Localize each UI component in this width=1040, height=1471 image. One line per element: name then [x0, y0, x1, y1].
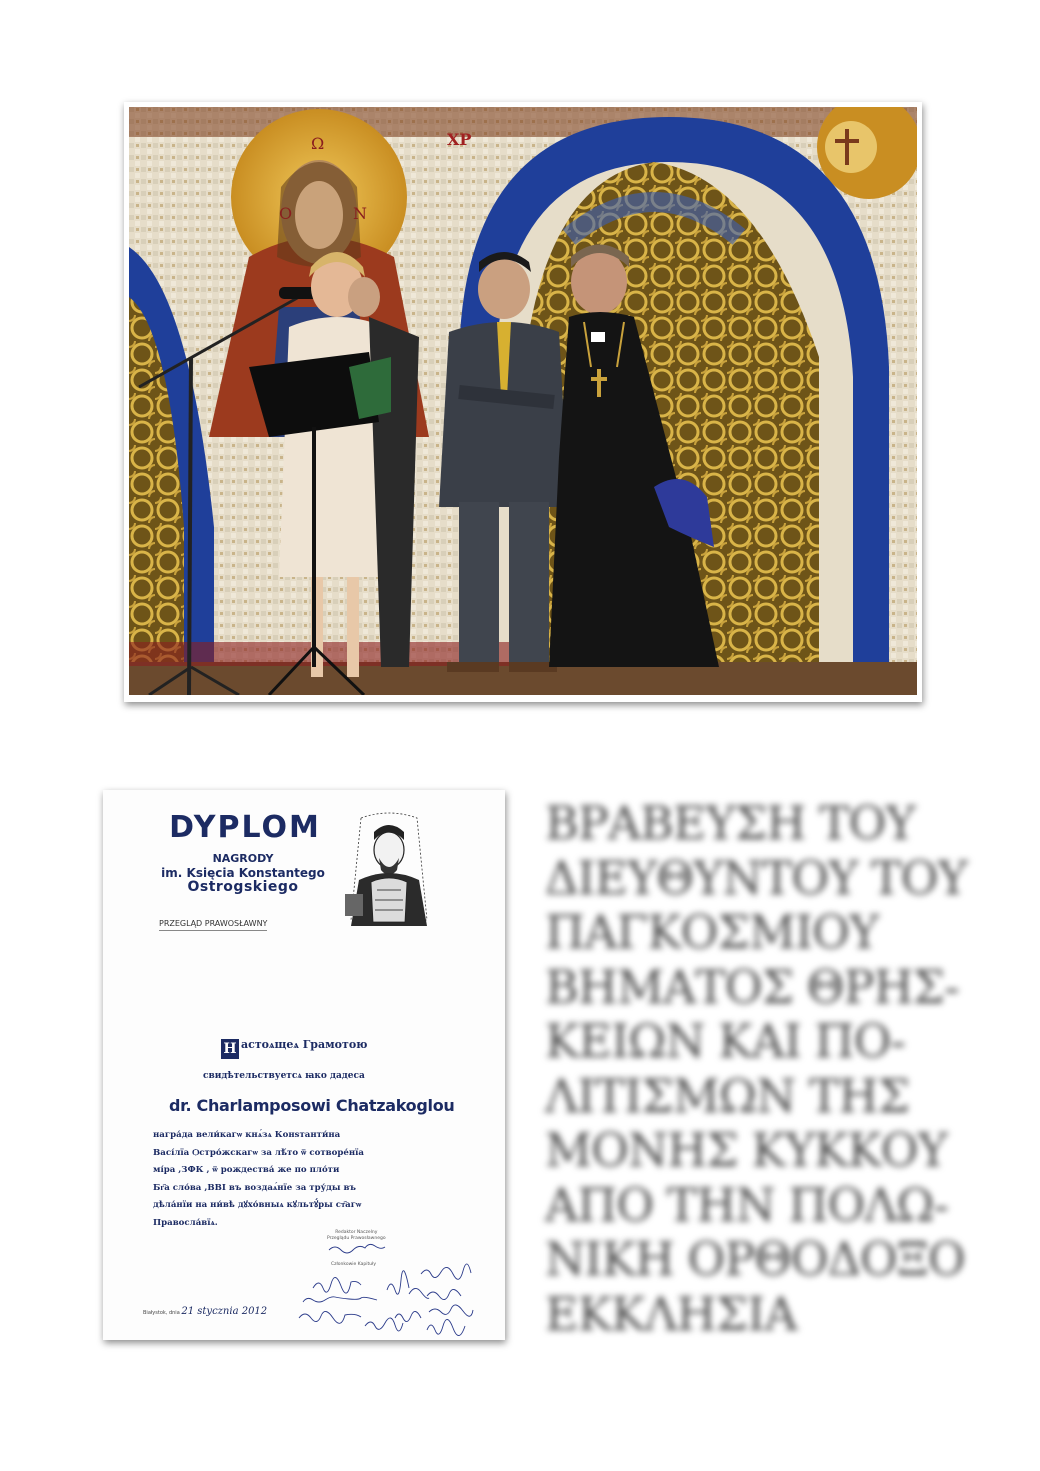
award-line-2: im. Księcia Konstantego [161, 866, 325, 880]
publisher-name: PRZEGLĄD PRAWOSŁAWNY [159, 919, 267, 931]
caption-line: ΚΕΙΩΝ ΚΑΙ ΠΟ- [545, 1014, 905, 1068]
chair-caption-line-2: Przeglądu Prawosławnego [327, 1236, 386, 1241]
event-photo-frame [124, 102, 922, 702]
svg-text:Ω: Ω [311, 134, 325, 153]
caption-line: ΕΚΚΛΗΣΙΑ [545, 1286, 797, 1341]
award-ceremony-photo [129, 107, 917, 695]
body-line: Васı́лїа Ѻстро́жскагѡ за лѣ́то ѿ сотворе́нїа [153, 1147, 364, 1158]
caption-line: ΒΗΜΑΤΟΣ ΘΡΗΣ- [545, 959, 959, 1014]
body-line: мı́ра ,ЗФК , ѿ рождества́ же по пло́ти [153, 1165, 340, 1176]
caption-line: ΝΙΚΗ ΟΡΘΟΔΟΞΟ [545, 1232, 965, 1286]
diploma-title: DYPLOM [169, 810, 321, 845]
diploma-document [103, 790, 505, 1340]
chair-caption-line-1: Redaktor Naczelny [335, 1230, 378, 1235]
heading-initial: Н [221, 1039, 239, 1059]
body-line: дѣла́нїи на ни́вѣ дꙋхо́вныѧ кꙋльтꙋ́ры ст҃агѡ [153, 1200, 362, 1211]
svg-text:Ο: Ο [279, 204, 293, 223]
body-line: Бг҃а сло́ва ,ВВІ въ воздаѧ́нїе за тру́ды въ [153, 1182, 357, 1193]
body-line: награ́да вели́кагѡ кнѧ́зѧ Конѕтанти́на [153, 1130, 341, 1140]
svg-text:Ν: Ν [353, 204, 367, 223]
date-handwritten: 21 stycznia 2012 [181, 1306, 268, 1317]
award-line-1: NAGRODY [212, 852, 274, 865]
svg-text:ΧΡ: ΧΡ [447, 130, 472, 149]
greek-caption [545, 796, 965, 1341]
caption-line: ΔΙΕΥΘΥΝΤΟΥ ΤΟΥ [545, 850, 967, 905]
heading-text: астоѧщеѧ Грамотою [241, 1038, 368, 1051]
recipient-name: dr. Charlamposowi Chatzakoglou [169, 1096, 455, 1115]
award-line-3: Ostrogskiego [187, 879, 299, 895]
caption-line: ΑΠΟ ΤΗΝ ΠΟΛΩ- [545, 1177, 949, 1232]
caption-line: ΛΙΤΙΣΜΩΝ ΤΗΣ [545, 1068, 910, 1123]
body-line: Правосла́вїѧ. [153, 1217, 218, 1228]
caption-line: ΠΑΓΚΟΣΜΙΟΥ [545, 905, 879, 959]
diploma-subheading: свидѣтельствуетсѧ ꙗко дадеса [203, 1071, 365, 1081]
handwritten-signatures [103, 790, 505, 1340]
chapter-members-caption: Członkowie Kapituły [331, 1262, 377, 1267]
caption-line: ΜΟΝΗΣ ΚΥΚΚΟΥ [545, 1123, 947, 1177]
caption-line: ΒΡΑΒΕΥΣΗ ΤΟΥ [545, 796, 915, 850]
date-place: Białystok, dnia [143, 1310, 180, 1316]
